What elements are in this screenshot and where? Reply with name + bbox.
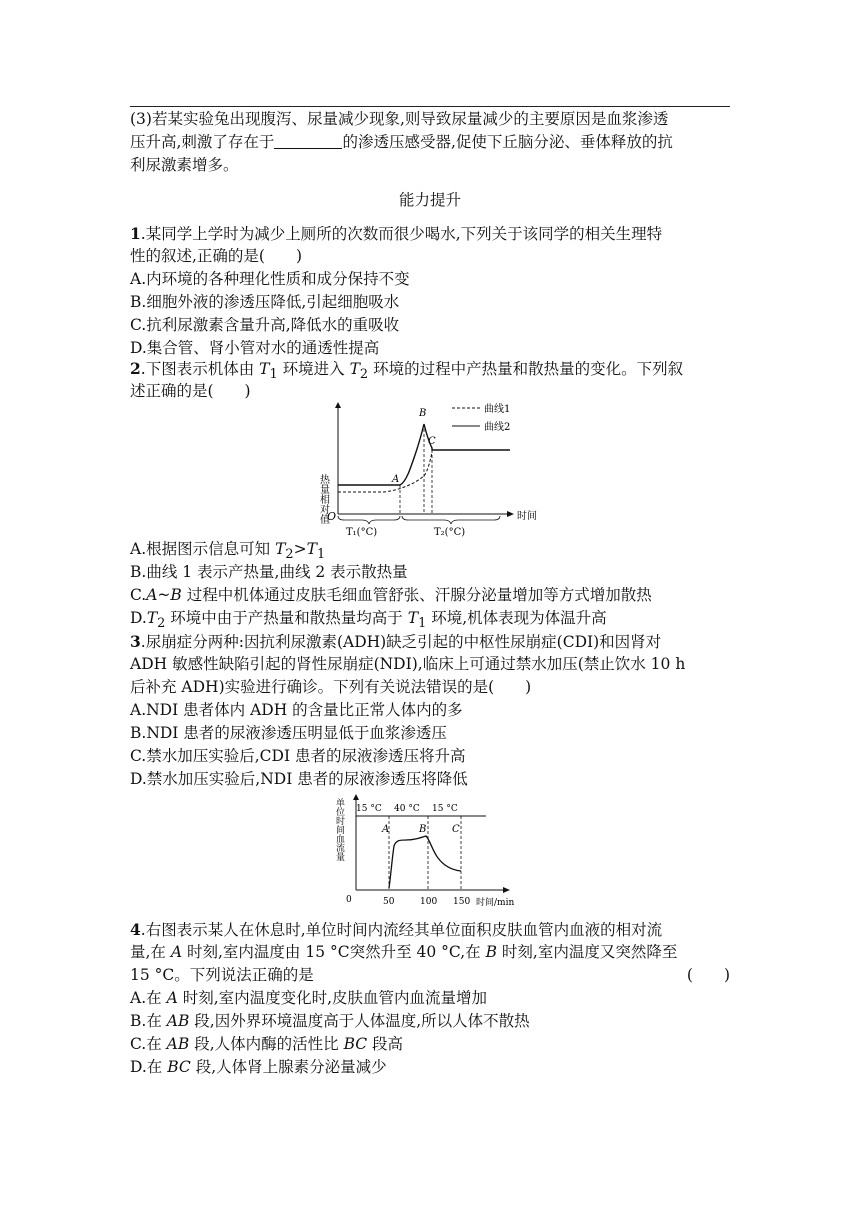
q2-stem-line-2: 述正确的是( ) <box>130 382 251 400</box>
intro-line-1: (3)若某实验兔出现腹泻、尿量减少现象,则导致尿量减少的主要原因是血浆渗透 <box>130 110 669 128</box>
q3-option-b[interactable]: B.NDI 患者的尿液渗透压明显低于血浆渗透压 <box>130 724 447 742</box>
q4-option-a-point: A <box>166 989 178 1007</box>
q2-option-a-t2: T <box>275 540 286 558</box>
q4-option-a-text: 时刻,室内温度变化时,皮肤血管内血流量增加 <box>177 989 488 1007</box>
q2-option-d-t1: T <box>407 609 419 627</box>
legend-2-label: 曲线2 <box>484 422 511 433</box>
tick-150: 150 <box>453 897 471 907</box>
q4-option-d[interactable] <box>130 1056 730 1079</box>
intro-paragraph <box>130 108 730 177</box>
q2-t1-symbol: T <box>259 360 270 378</box>
q2-option-a-gt: > <box>293 540 307 558</box>
temp-label-3: 15 °C <box>432 804 458 814</box>
x-axis-arrow <box>507 511 514 517</box>
q4-option-d-segment: BC <box>167 1058 191 1076</box>
point-a-label: A <box>382 824 390 835</box>
temp-label-1: 15 °C <box>356 804 382 814</box>
fill-in-blank[interactable] <box>274 133 342 149</box>
q1-stem-line-1 <box>130 222 730 245</box>
q2-t1-subscript: 1 <box>269 367 278 383</box>
q2-option-d[interactable] <box>130 607 730 630</box>
q4-option-a[interactable] <box>130 987 730 1010</box>
q3-stem-line-1 <box>130 630 730 653</box>
q2-option-a-t1: T <box>306 540 317 558</box>
q4-option-a-prefix: A.在 <box>130 989 167 1007</box>
x-axis-arrow <box>503 887 510 893</box>
q4-answer-paren[interactable]: ( ) <box>686 966 730 984</box>
section-title: 能力提升 <box>398 191 461 209</box>
blood-flow-figure <box>334 794 528 908</box>
q4-option-c-segment-bc: BC <box>343 1035 368 1053</box>
tick-100: 100 <box>420 897 438 907</box>
curve-1-line <box>338 452 432 492</box>
q2-option-d-t2: T <box>146 609 158 627</box>
q4-option-b[interactable] <box>130 1010 730 1033</box>
question-4 <box>130 918 730 1079</box>
q3-number: 3 <box>130 632 141 651</box>
q4-option-b-prefix: B.在 <box>130 1012 167 1030</box>
t1-label: T₁(°C) <box>346 527 378 538</box>
tick-0: 0 <box>346 895 352 905</box>
q2-option-d-t1-sub: 1 <box>418 616 427 632</box>
x-axis-label: 时间/min <box>476 898 515 908</box>
q3-option-d[interactable]: D.禁水加压实验后,NDI 患者的尿液渗透压将降低 <box>130 770 468 788</box>
t2-label: T₂(°C) <box>434 527 466 538</box>
q4-option-d-text: 段,人体肾上腺素分泌量减少 <box>190 1058 387 1076</box>
intro-line-3: 利尿激素增多。 <box>130 156 239 174</box>
q1-stem-line-2: 性的叙述,正确的是( ) <box>130 247 303 265</box>
q4-option-c-text-1: 段,人体内酶的活性比 <box>189 1035 344 1053</box>
q2-stem-part-1: .下图表示机体由 <box>140 360 260 378</box>
question-1 <box>130 222 730 360</box>
q4-stem-point-a: A <box>170 943 183 961</box>
x-axis-label: 时间 <box>517 511 537 522</box>
q2-t2-subscript: 2 <box>359 367 369 383</box>
q4-stem-text-3: 15 °C。下列说法正确的是 <box>130 966 314 984</box>
q4-stem-part-1: 量,在 <box>130 943 171 961</box>
intro-line-2 <box>130 131 730 154</box>
question-3 <box>130 630 730 791</box>
q2-option-a-t2-sub: 2 <box>285 547 294 563</box>
intro-line-2-start: 压升高,刺激了存在于 <box>130 133 275 151</box>
q2-option-b[interactable]: B.曲线 1 表示产热量,曲线 2 表示散热量 <box>130 563 408 581</box>
q2-option-c-range: A~B <box>146 586 182 604</box>
temp-label-2: 40 °C <box>394 804 420 814</box>
y-axis-label: 单位时间血流量 <box>334 798 344 861</box>
q2-option-d-text-2: 环境,机体表现为体温升高 <box>426 609 607 627</box>
q3-option-c[interactable]: C.禁水加压实验后,CDI 患者的尿液渗透压将升高 <box>130 747 466 765</box>
q3-stem-line-3: 后补充 ADH)实验进行确诊。下列有关说法错误的是( ) <box>130 678 532 696</box>
q2-option-a[interactable] <box>130 538 730 561</box>
legend-1-label: 曲线1 <box>484 404 511 415</box>
q4-option-c-prefix: C.在 <box>130 1035 167 1053</box>
point-b-label: B <box>419 408 427 419</box>
q2-option-d-text-1: 环境中由于产热量和散热量均高于 <box>165 609 408 627</box>
q3-option-a[interactable]: A.NDI 患者体内 ADH 的含量比正常人体内的多 <box>130 701 463 719</box>
q4-stem-part-3: 时刻,室内温度又突然降至 <box>496 943 678 961</box>
intro-line-2-end: 的渗透压感受器,促使下丘脑分泌、垂体释放的抗 <box>342 133 673 151</box>
q4-option-c-text-2: 段高 <box>367 1035 404 1053</box>
q1-number: 1 <box>130 224 141 243</box>
q4-option-d-prefix: D.在 <box>130 1058 168 1076</box>
q2-stem-part-3: 环境的过程中产热量和散热量的变化。下列叙 <box>368 360 684 378</box>
q4-stem-part-2: 时刻,室内温度由 15 °C突然升至 40 °C,在 <box>182 943 486 961</box>
question-2-options <box>130 538 730 630</box>
q4-stem-text-1: .右图表示某人在休息时,单位时间内流经其单位面积皮肤血管内血液的相对流 <box>140 921 663 939</box>
q2-t2-symbol: T <box>349 360 360 378</box>
t2-brace <box>402 516 500 524</box>
q2-option-a-t1-sub: 1 <box>316 547 326 563</box>
origin-label: O <box>327 510 337 523</box>
q4-option-b-segment: AB <box>166 1012 190 1030</box>
blood-flow-curve <box>389 836 461 888</box>
point-c-label: C <box>452 824 460 835</box>
q4-stem-line-1 <box>130 918 730 941</box>
point-b-label: B <box>419 824 427 835</box>
q2-option-d-letter: D. <box>130 609 147 627</box>
q1-option-c[interactable]: C.抗利尿激素含量升高,降低水的重吸收 <box>130 316 400 334</box>
q2-option-c[interactable] <box>130 584 730 607</box>
q1-option-a[interactable]: A.内环境的各种理化性质和成分保持不变 <box>130 270 410 288</box>
q3-stem-text-1: .尿崩症分两种:因抗利尿激素(ADH)缺乏引起的中枢性尿崩症(CDI)和因肾对 <box>140 633 662 651</box>
q1-option-b[interactable]: B.细胞外液的渗透压降低,引起细胞吸水 <box>130 293 400 311</box>
q2-number: 2 <box>130 359 141 378</box>
q4-option-c[interactable] <box>130 1033 730 1056</box>
point-c-label: C <box>428 436 436 447</box>
question-2-stem <box>130 357 730 403</box>
q4-stem-line-2 <box>130 941 730 964</box>
point-a-label: A <box>392 474 400 485</box>
q1-stem-text-1: .某同学上学时为减少上厕所的次数而很少喝水,下列关于该同学的相关生理特 <box>140 225 663 243</box>
q3-stem-line-2: ADH 敏感性缺陷引起的肾性尿崩症(NDI),临床上可通过禁水加压(禁止饮水 10 h <box>130 655 686 673</box>
q4-stem-point-b: B <box>485 943 497 961</box>
q2-stem-part-2: 环境进入 <box>277 360 350 378</box>
q2-option-c-text: 过程中机体通过皮肤毛细血管舒张、汗腺分泌量增加等方式增加散热 <box>181 586 652 604</box>
y-axis-arrow <box>335 402 341 408</box>
t1-brace <box>338 516 400 524</box>
q4-number: 4 <box>130 920 141 939</box>
q1-option-d[interactable]: D.集合管、肾小管对水的通透性提高 <box>130 339 380 357</box>
top-rule <box>130 106 730 107</box>
q2-option-c-letter: C. <box>130 586 147 604</box>
y-axis-arrow <box>353 794 359 800</box>
q4-option-b-text: 段,因外界环境温度高于人体温度,所以人体不散热 <box>189 1012 530 1030</box>
q2-stem-line-1 <box>130 357 730 383</box>
q4-option-c-segment-ab: AB <box>166 1035 190 1053</box>
q4-stem-line-3 <box>130 964 730 987</box>
y-axis-label: 热量相对值 <box>317 474 329 524</box>
q2-option-a-text: A.根据图示信息可知 <box>130 540 276 558</box>
tick-50: 50 <box>383 897 395 907</box>
q2-option-d-t2-sub: 2 <box>157 616 166 632</box>
heat-curve-figure <box>314 402 550 538</box>
